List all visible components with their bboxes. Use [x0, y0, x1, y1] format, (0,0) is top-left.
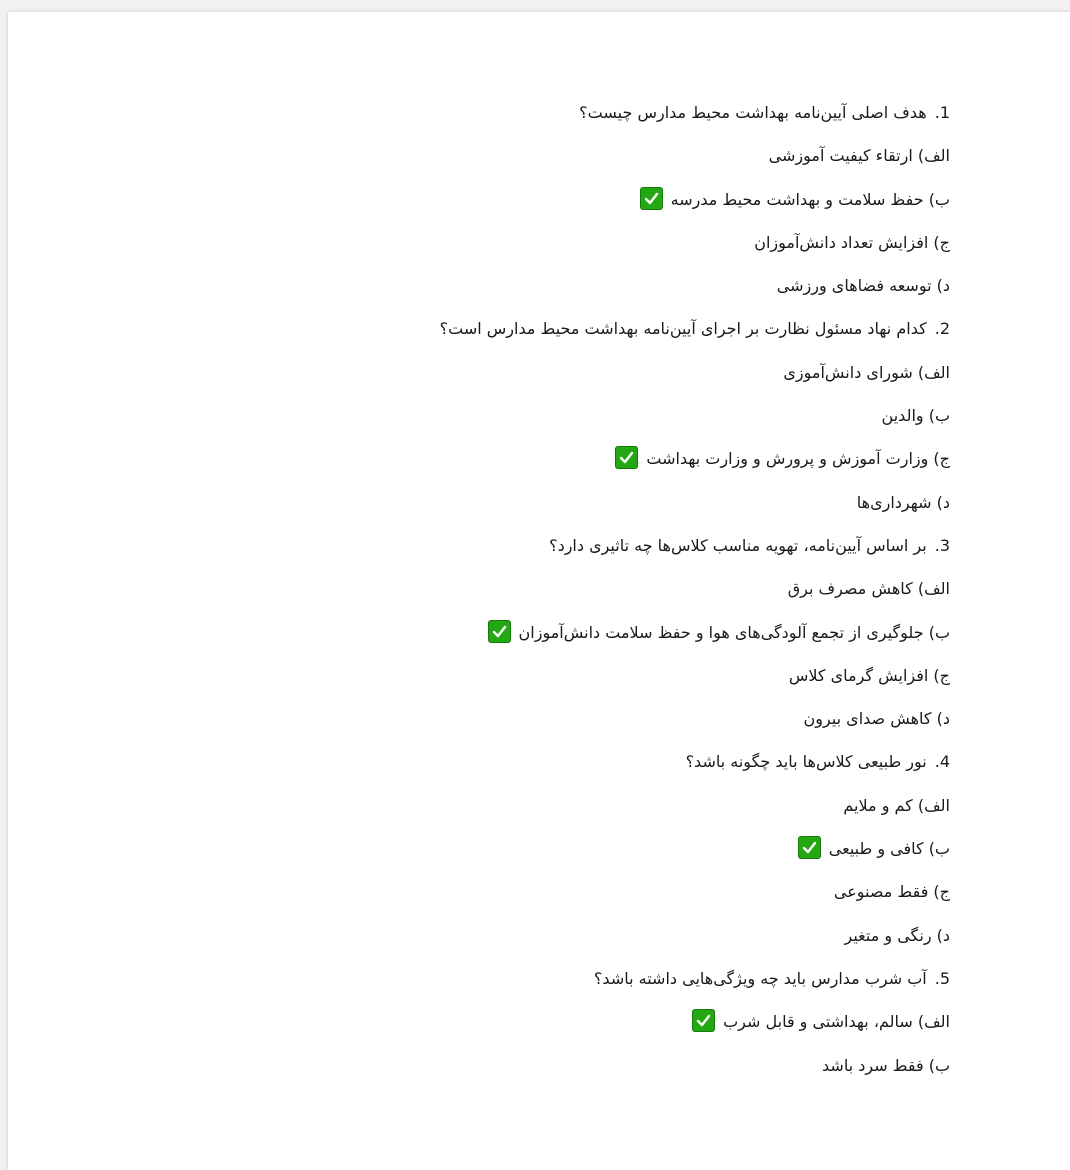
option-text: د) توسعه فضاهای ورزشی [776, 276, 950, 296]
option-text: ج) افزایش تعداد دانش‌آموزان [754, 232, 950, 252]
option-3d [350, 697, 950, 740]
check-mark-icon [640, 187, 663, 210]
check-mark-icon [798, 836, 821, 859]
check-mark-icon [615, 446, 638, 469]
option-text: د) رنگی و متغیر [844, 925, 950, 945]
option-text: ب) والدین [881, 406, 950, 426]
question-number: 4. [934, 752, 950, 772]
option-text: ج) افزایش گرمای کلاس [788, 665, 950, 685]
option-2b [350, 394, 950, 437]
question-5 [350, 957, 950, 1000]
question-text: هدف اصلی آیین‌نامه بهداشت محیط مدارس چیست؟ [579, 103, 927, 122]
check-mark-icon [488, 620, 511, 643]
option-4d [350, 914, 950, 957]
question-3 [350, 524, 950, 567]
option-text: الف) ارتقاء کیفیت آموزشی [768, 146, 950, 166]
option-5a [350, 1000, 950, 1043]
option-text: ب) فقط سرد باشد [822, 1055, 950, 1075]
question-text: آب شرب مدارس باید چه ویژگی‌هایی داشته باشد؟ [593, 968, 927, 988]
question-number: 1. [934, 103, 950, 122]
question-text: کدام نهاد مسئول نظارت بر اجرای آیین‌نامه بهداشت محیط مدارس است؟ [439, 319, 927, 339]
question-number: 2. [934, 319, 950, 339]
option-2c [350, 437, 950, 480]
question-4 [350, 740, 950, 783]
question-text: بر اساس آیین‌نامه، تهویه مناسب کلاس‌ها چه تاثیری دارد؟ [549, 535, 927, 555]
option-text: ب) حفظ سلامت و بهداشت محیط مدرسه [670, 189, 950, 209]
question-number: 3. [934, 535, 950, 555]
question-1 [350, 91, 950, 134]
option-text: د) کاهش صدای بیرون [803, 709, 950, 729]
check-mark-icon [692, 1009, 715, 1032]
option-text: ب) کافی و طبیعی [828, 839, 950, 859]
option-text: الف) کم و ملایم [843, 795, 950, 815]
option-3a [350, 567, 950, 610]
option-1b [350, 178, 950, 221]
option-text: ب) جلوگیری از تجمع آلودگی‌های هوا و حفظ سلامت دانش‌آموزان [518, 622, 950, 642]
option-4a [350, 784, 950, 827]
question-2 [350, 307, 950, 350]
option-5b [350, 1044, 950, 1087]
option-text: ج) وزارت آموزش و پرورش و وزارت بهداشت [646, 449, 950, 469]
option-text: الف) کاهش مصرف برق [787, 579, 950, 599]
option-text: الف) شورای دانش‌آموزی [783, 362, 950, 382]
option-3c [350, 654, 950, 697]
question-number: 5. [934, 968, 950, 988]
option-4b [350, 827, 950, 870]
option-1d [350, 264, 950, 307]
question-text: نور طبیعی کلاس‌ها باید چگونه باشد؟ [685, 752, 927, 772]
option-text: د) شهرداری‌ها [856, 492, 950, 512]
option-4c [350, 870, 950, 913]
quiz-list [350, 91, 950, 1087]
option-3b [350, 611, 950, 654]
option-1c [350, 221, 950, 264]
document-page [8, 12, 1070, 1170]
option-1a [350, 134, 950, 177]
option-text: الف) سالم، بهداشتی و قابل شرب [723, 1012, 950, 1032]
option-text: ج) فقط مصنوعی [833, 882, 950, 902]
option-2a [350, 351, 950, 394]
option-2d [350, 481, 950, 524]
